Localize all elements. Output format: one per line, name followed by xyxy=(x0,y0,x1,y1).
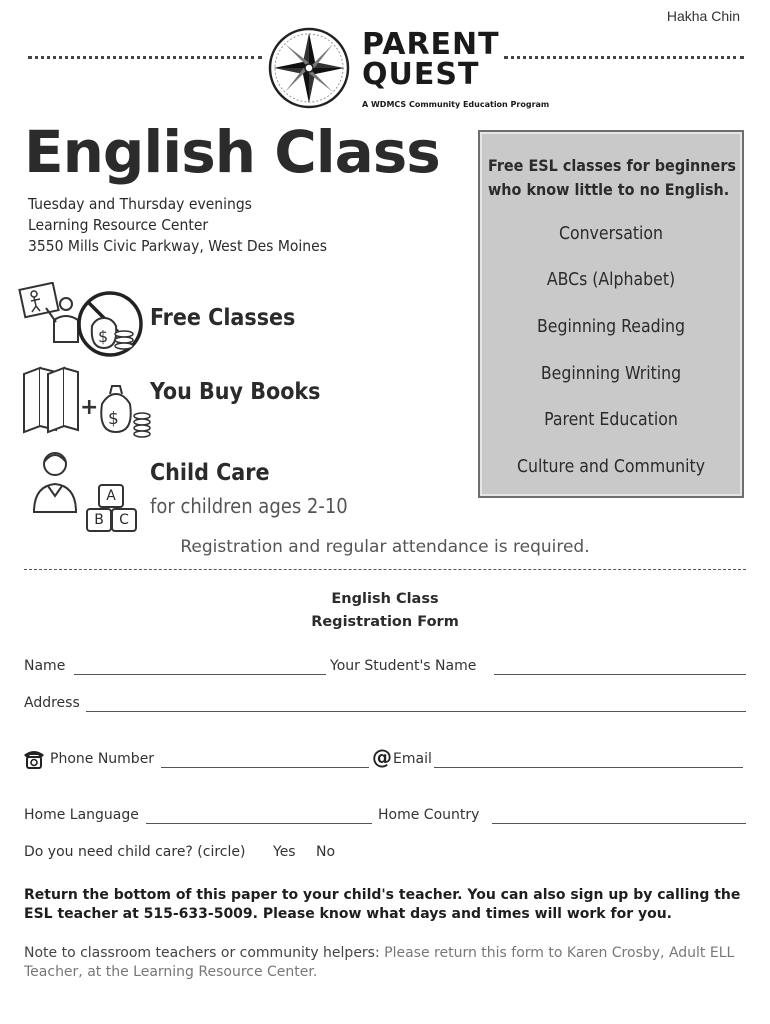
logo-title-line2: QUEST xyxy=(362,57,480,92)
name-input-line[interactable] xyxy=(74,674,326,675)
logo-title xyxy=(362,27,500,92)
cut-line xyxy=(24,569,746,570)
class-info xyxy=(28,194,327,257)
books-money-icon xyxy=(18,364,152,440)
dollar-glyph: $ xyxy=(108,409,119,429)
feature-free-classes: Free Classes xyxy=(150,305,296,331)
page-title: English Class xyxy=(24,118,440,186)
block-b: B xyxy=(86,508,112,532)
box-heading-line2: who know little to no English. xyxy=(488,180,730,199)
logo-title-line1: PARENT xyxy=(362,27,500,62)
student-name-input-line[interactable] xyxy=(494,674,746,675)
childcare-person-icon xyxy=(28,448,84,518)
teacher-note xyxy=(24,944,746,982)
registration-requirement: Registration and regular attendance is required. xyxy=(180,537,590,557)
name-label: Name xyxy=(24,658,66,674)
return-instructions: Return the bottom of this paper to your child's teacher. You can also sign up by calling the ESL teacher at 515-633-5009. Please know what days and times will work for you. xyxy=(24,887,741,922)
feature-child-care-ages: for children ages 2-10 xyxy=(150,494,348,518)
form-title-line2: Registration Form xyxy=(311,614,459,630)
header-dotted-divider-right xyxy=(504,56,744,59)
box-heading-line1: Free ESL classes for beginners xyxy=(488,156,736,175)
phone-icon xyxy=(22,747,46,769)
block-c: C xyxy=(111,508,137,532)
parent-quest-compass-logo-icon xyxy=(268,27,350,109)
feature-buy-books: You Buy Books xyxy=(150,379,321,405)
phone-input-line[interactable] xyxy=(161,767,369,768)
header-dotted-divider-left xyxy=(28,56,262,59)
address-input-line[interactable] xyxy=(86,711,746,712)
teacher-note-lead: Note to classroom teachers or community helpers: xyxy=(24,945,380,961)
address-label: Address xyxy=(24,695,80,711)
logo-subtitle: A WDMCS Community Education Program xyxy=(362,100,550,109)
home-language-label: Home Language xyxy=(24,807,139,823)
home-language-input-line[interactable] xyxy=(146,823,372,824)
box-heading xyxy=(488,154,740,202)
childcare-no-option[interactable]: No xyxy=(316,844,336,860)
free-classes-icon xyxy=(18,282,146,360)
home-country-input-line[interactable] xyxy=(492,823,746,824)
topic-beginning-writing: Beginning Writing xyxy=(540,364,682,384)
topic-conversation: Conversation xyxy=(558,224,664,244)
phone-label: Phone Number xyxy=(50,751,155,767)
home-country-label: Home Country xyxy=(378,807,480,823)
block-a: A xyxy=(98,484,124,508)
email-input-line[interactable] xyxy=(434,767,743,768)
abc-blocks-icon xyxy=(86,482,136,532)
topic-abcs: ABCs (Alphabet) xyxy=(546,270,676,290)
dollar-glyph: $ xyxy=(98,327,109,346)
email-at-icon: @ xyxy=(372,745,392,769)
language-label: Hakha Chin xyxy=(666,8,740,24)
esl-topics-box xyxy=(478,130,744,498)
form-title-line1: English Class xyxy=(331,591,439,607)
topic-culture-community: Culture and Community xyxy=(516,457,706,477)
info-address: 3550 Mills Civic Parkway, West Des Moines xyxy=(28,237,327,255)
feature-child-care: Child Care xyxy=(150,460,270,486)
childcare-question: Do you need child care? (circle) xyxy=(24,844,246,860)
form-title xyxy=(0,588,770,634)
topic-parent-education: Parent Education xyxy=(544,410,678,430)
info-location: Learning Resource Center xyxy=(28,216,209,234)
childcare-yes-option[interactable]: Yes xyxy=(273,844,296,860)
topic-beginning-reading: Beginning Reading xyxy=(536,317,685,337)
plus-glyph: + xyxy=(80,395,99,420)
student-name-label: Your Student's Name xyxy=(330,658,477,674)
email-label: Email xyxy=(393,751,432,767)
info-schedule: Tuesday and Thursday evenings xyxy=(28,195,252,213)
teacher-note-body: Please return this form to Karen Crosby, Adult ELL Teacher, at the Learning Resource Center. xyxy=(24,945,735,980)
